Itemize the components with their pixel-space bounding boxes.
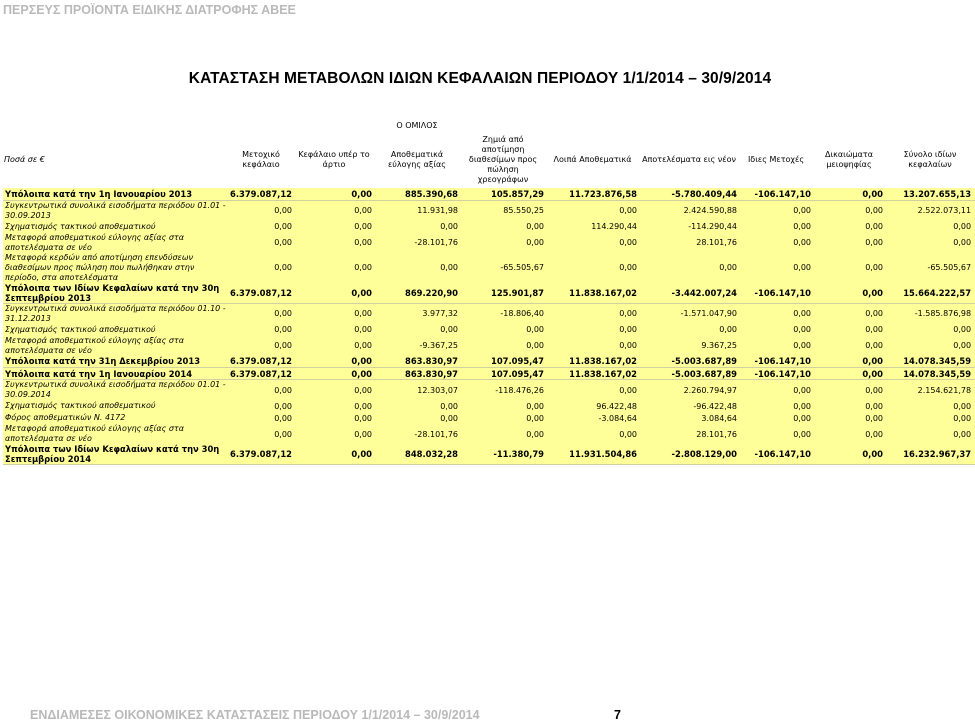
column-header: Ιδιες Μετοχές [739, 132, 813, 188]
value-cell: 0,00 [294, 253, 374, 283]
value-cell: 0,00 [813, 412, 885, 424]
value-cell: 0,00 [460, 400, 546, 412]
value-cell: 0,00 [813, 233, 885, 253]
value-cell: 0,00 [739, 412, 813, 424]
value-cell: 125.901,87 [460, 283, 546, 304]
value-cell: -106.147,10 [739, 444, 813, 465]
balance-row [3, 188, 975, 200]
value-cell: 0,00 [885, 412, 975, 424]
value-cell: 0,00 [294, 233, 374, 253]
value-cell: 2.260.794,97 [639, 380, 739, 401]
value-cell: 0,00 [546, 336, 639, 356]
value-cell: 11.838.167,02 [546, 368, 639, 380]
movement-row [3, 233, 975, 253]
value-cell: 9.367,25 [639, 336, 739, 356]
value-cell: 0,00 [228, 336, 294, 356]
value-cell: 6.379.087,12 [230, 356, 292, 367]
value-cell: 0,00 [813, 200, 885, 221]
value-cell: 6.379.087,12 [228, 444, 294, 465]
row-label: Υπόλοιπα κατά την 1η Ιανουαρίου 2014 [3, 368, 228, 380]
value-cell: 0,00 [739, 200, 813, 221]
value-cell: 0,00 [739, 380, 813, 401]
value-cell: 6.379.087,12 [230, 188, 292, 199]
value-cell: 15.664.222,57 [885, 283, 975, 304]
value-cell: 6.379.087,12 [228, 283, 294, 304]
value-cell: 0,00 [813, 444, 885, 465]
movement-row [3, 380, 975, 401]
movement-row [3, 336, 975, 356]
value-cell: 11.931.504,86 [546, 444, 639, 465]
row-label: Υπόλοιπα των Ιδίων Κεφαλαίων κατά την 30η Σεπτεμβρίου 2014 [3, 444, 228, 465]
row-label: Υπόλοιπα κατά την 1η Ιανουαρίου 2013 [3, 188, 228, 200]
value-cell: 0,00 [546, 324, 639, 336]
value-cell: 0,00 [885, 324, 975, 336]
row-label: Συγκεντρωτικά συνολικά εισοδήματα περιόδου 01.01 - 30.09.2014 [3, 380, 228, 401]
value-cell: 0,00 [460, 233, 546, 253]
value-cell: 6.379.087,12 [230, 368, 292, 379]
column-header: Λοιπά Αποθεματικά [546, 132, 639, 188]
value-cell: 0,00 [228, 303, 294, 324]
value-cell: -118.476,26 [460, 380, 546, 401]
value-cell: -2.808.129,00 [639, 444, 739, 465]
value-cell: 0,00 [374, 400, 460, 412]
value-cell: 0,00 [294, 424, 374, 444]
value-cell: 0,00 [813, 283, 885, 304]
value-cell: 0,00 [294, 368, 374, 380]
value-cell: 114.290,44 [546, 221, 639, 233]
value-cell: 14.078.345,59 [885, 368, 975, 380]
row-label: Μεταφορά κερδών από αποτίμηση επενδύσεων διαθεσίμων προς πώληση που πωλήθηκαν στην περίοδο, στα αποτελέσματα [3, 253, 228, 283]
value-cell: 0,00 [374, 324, 460, 336]
value-cell: 848.032,28 [374, 444, 460, 465]
value-cell: 0,00 [813, 356, 885, 368]
value-cell: 0,00 [294, 356, 374, 368]
value-cell: 0,00 [460, 324, 546, 336]
value-cell: 16.232.967,37 [885, 444, 975, 465]
value-cell: 0,00 [294, 444, 374, 465]
value-cell: 0,00 [739, 324, 813, 336]
value-cell: 0,00 [294, 380, 374, 401]
value-cell: -65.505,67 [885, 253, 975, 283]
value-cell: 0,00 [546, 303, 639, 324]
value-cell: 0,00 [228, 233, 294, 253]
value-cell: 12.303,07 [374, 380, 460, 401]
value-cell: 0,00 [739, 400, 813, 412]
column-header: Δικαιώματα μειοψηφίας [813, 132, 885, 188]
value-cell: 28.101,76 [639, 233, 739, 253]
column-header: Μετοχικό κεφάλαιο [228, 132, 294, 188]
value-cell: 0,00 [294, 400, 374, 412]
column-header-row [3, 132, 975, 188]
value-cell: 0,00 [294, 188, 374, 200]
value-cell: 0,00 [294, 412, 374, 424]
row-label: Υπόλοιπα κατά την 31η Δεκεμβρίου 2013 [3, 356, 228, 368]
value-cell: 107.095,47 [460, 368, 546, 380]
column-header: Ζημιά από αποτίμηση διαθεσίμων προς πώληση χρεογράφων [460, 132, 546, 188]
value-cell: -106.147,10 [739, 368, 813, 380]
value-cell: 0,00 [739, 424, 813, 444]
movement-row [3, 412, 975, 424]
value-cell: -3.442.007,24 [639, 283, 739, 304]
value-cell: 2.154.621,78 [885, 380, 975, 401]
value-cell: -5.003.687,89 [639, 356, 739, 368]
equity-changes-table [3, 120, 975, 465]
value-cell: 0,00 [460, 221, 546, 233]
value-cell: -5.003.687,89 [639, 368, 739, 380]
value-cell: 0,00 [294, 221, 374, 233]
value-cell: 0,00 [885, 233, 975, 253]
value-cell: 0,00 [739, 221, 813, 233]
row-label: Υπόλοιπα των Ιδίων Κεφαλαίων κατά την 30η Σεπτεμβρίου 2013 [3, 283, 228, 304]
value-cell: 13.207.655,13 [885, 188, 975, 200]
value-cell: 0,00 [813, 424, 885, 444]
value-cell: 0,00 [639, 324, 739, 336]
value-cell: 885.390,68 [374, 188, 460, 200]
value-cell: -106.147,10 [739, 356, 813, 368]
value-cell: 0,00 [460, 412, 546, 424]
value-cell: 0,00 [813, 368, 885, 380]
value-cell: 863.830,97 [374, 368, 460, 380]
value-cell: -18.806,40 [460, 303, 546, 324]
footer-text: ΕΝΔΙΑΜΕΣΕΣ ΟΙΚΟΝΟΜΙΚΕΣ ΚΑΤΑΣΤΑΣΕΙΣ ΠΕΡΙΟΔΟΥ 1/1/2014 – 30/9/2014 [30, 708, 480, 722]
value-cell: -114.290,44 [639, 221, 739, 233]
movement-row [3, 424, 975, 444]
value-cell: 0,00 [228, 253, 294, 283]
column-header: Κεφάλαιο υπέρ το άρτιο [294, 132, 374, 188]
group-spacer [460, 120, 975, 132]
group-spacer [228, 120, 294, 132]
company-name: ΠΕΡΣΕΥΣ ΠΡΟΪΟΝΤΑ ΕΙΔΙΚΗΣ ΔΙΑΤΡΟΦΗΣ ΑΒΕΕ [3, 3, 296, 17]
value-cell: 0,00 [228, 380, 294, 401]
value-cell: -96.422,48 [639, 400, 739, 412]
movement-row [3, 200, 975, 221]
value-cell: 0,00 [813, 324, 885, 336]
group-label: Ο ΟΜΙΛΟΣ [374, 120, 460, 132]
value-cell: 0,00 [885, 400, 975, 412]
value-cell: 96.422,48 [546, 400, 639, 412]
row-label: Συγκεντρωτικά συνολικά εισοδήματα περιόδου 01.01 - 30.09.2013 [3, 200, 228, 221]
value-cell: 863.830,97 [374, 356, 460, 368]
value-cell: 0,00 [813, 336, 885, 356]
value-cell: 0,00 [228, 324, 294, 336]
value-cell: 11.838.167,02 [546, 283, 639, 304]
value-cell: 85.550,25 [460, 200, 546, 221]
value-cell: 0,00 [885, 336, 975, 356]
page-number: 7 [614, 708, 621, 722]
group-spacer [3, 120, 228, 132]
value-cell: 0,00 [739, 233, 813, 253]
row-label: Σχηματισμός τακτικού αποθεματικού [3, 400, 228, 412]
value-cell: 0,00 [885, 221, 975, 233]
value-cell: 0,00 [885, 424, 975, 444]
value-cell: 0,00 [294, 303, 374, 324]
row-label: Μεταφορά αποθεματικού εύλογης αξίας στα αποτελέσματα σε νέο [3, 336, 228, 356]
movement-row [3, 303, 975, 324]
value-cell: 0,00 [294, 336, 374, 356]
value-cell: 0,00 [546, 200, 639, 221]
value-cell: 11.931,98 [374, 200, 460, 221]
balance-row [3, 444, 975, 465]
value-cell: 0,00 [294, 200, 374, 221]
value-cell: 2.424.590,88 [639, 200, 739, 221]
column-header: Αποθεματικά εύλογης αξίας [374, 132, 460, 188]
column-header: Αποτελέσματα εις νέον [639, 132, 739, 188]
value-cell: -1.571.047,90 [639, 303, 739, 324]
value-cell: 11.838.167,02 [546, 356, 639, 368]
value-cell: 0,00 [813, 380, 885, 401]
value-cell: 0,00 [294, 283, 374, 304]
value-cell: 0,00 [374, 412, 460, 424]
value-cell: -1.585.876,98 [885, 303, 975, 324]
row-label: Φόρος αποθεματικών Ν. 4172 [3, 412, 228, 424]
column-header: Σύνολο ιδίων κεφαλαίων [885, 132, 975, 188]
value-cell: 107.095,47 [460, 356, 546, 368]
value-cell: -28.101,76 [374, 424, 460, 444]
value-cell: -3.084,64 [546, 412, 639, 424]
currency-label: Ποσά σε € [3, 132, 228, 188]
value-cell: 0,00 [228, 400, 294, 412]
value-cell: 14.078.345,59 [885, 356, 975, 368]
value-cell: 0,00 [374, 221, 460, 233]
value-cell: 0,00 [546, 380, 639, 401]
balance-row [3, 368, 975, 380]
value-cell: 3.977,32 [374, 303, 460, 324]
movement-row [3, 324, 975, 336]
value-cell: 0,00 [460, 336, 546, 356]
value-cell: -106.147,10 [739, 188, 813, 200]
value-cell: 28.101,76 [639, 424, 739, 444]
value-cell: 0,00 [228, 424, 294, 444]
value-cell: -11.380,79 [460, 444, 546, 465]
value-cell: 0,00 [228, 200, 294, 221]
row-label: Σχηματισμός τακτικού αποθεματικού [3, 324, 228, 336]
value-cell: 0,00 [813, 253, 885, 283]
value-cell: 2.522.073,11 [885, 200, 975, 221]
table-body [3, 188, 975, 465]
value-cell: 0,00 [813, 303, 885, 324]
value-cell: 869.220,90 [374, 283, 460, 304]
value-cell: 3.084,64 [639, 412, 739, 424]
balance-row [3, 356, 975, 368]
value-cell: 0,00 [228, 221, 294, 233]
value-cell: -28.101,76 [374, 233, 460, 253]
value-cell: 0,00 [546, 233, 639, 253]
row-label: Μεταφορά αποθεματικού εύλογης αξίας στα αποτελέσματα σε νέο [3, 424, 228, 444]
value-cell: 0,00 [546, 424, 639, 444]
page-title: ΚΑΤΑΣΤΑΣΗ ΜΕΤΑΒΟΛΩΝ ΙΔΙΩΝ ΚΕΦΑΛΑΙΩΝ ΠΕΡΙΟΔΟΥ 1/1/2014 – 30/9/2014 [188, 70, 772, 87]
value-cell: 0,00 [813, 221, 885, 233]
row-label: Συγκεντρωτικά συνολικά εισοδήματα περιόδου 01.10 - 31.12.2013 [3, 303, 228, 324]
value-cell: 0,00 [739, 336, 813, 356]
value-cell: -106.147,10 [739, 283, 813, 304]
value-cell: 0,00 [639, 253, 739, 283]
value-cell: 11.723.876,58 [546, 188, 639, 200]
balance-row [3, 283, 975, 304]
row-label: Σχηματισμός τακτικού αποθεματικού [3, 221, 228, 233]
value-cell: 0,00 [374, 253, 460, 283]
value-cell: 0,00 [228, 412, 294, 424]
movement-row [3, 221, 975, 233]
value-cell: 0,00 [546, 253, 639, 283]
value-cell: -9.367,25 [374, 336, 460, 356]
group-spacer [294, 120, 374, 132]
value-cell: 0,00 [294, 324, 374, 336]
value-cell: 105.857,29 [460, 188, 546, 200]
value-cell: 0,00 [460, 424, 546, 444]
value-cell: 0,00 [739, 303, 813, 324]
value-cell: -5.780.409,44 [639, 188, 739, 200]
movement-row [3, 400, 975, 412]
movement-row [3, 253, 975, 283]
value-cell: 0,00 [813, 400, 885, 412]
value-cell: 0,00 [813, 188, 885, 200]
value-cell: -65.505,67 [460, 253, 546, 283]
row-label: Μεταφορά αποθεματικού εύλογης αξίας στα αποτελέσματα σε νέο [3, 233, 228, 253]
value-cell: 0,00 [739, 253, 813, 283]
